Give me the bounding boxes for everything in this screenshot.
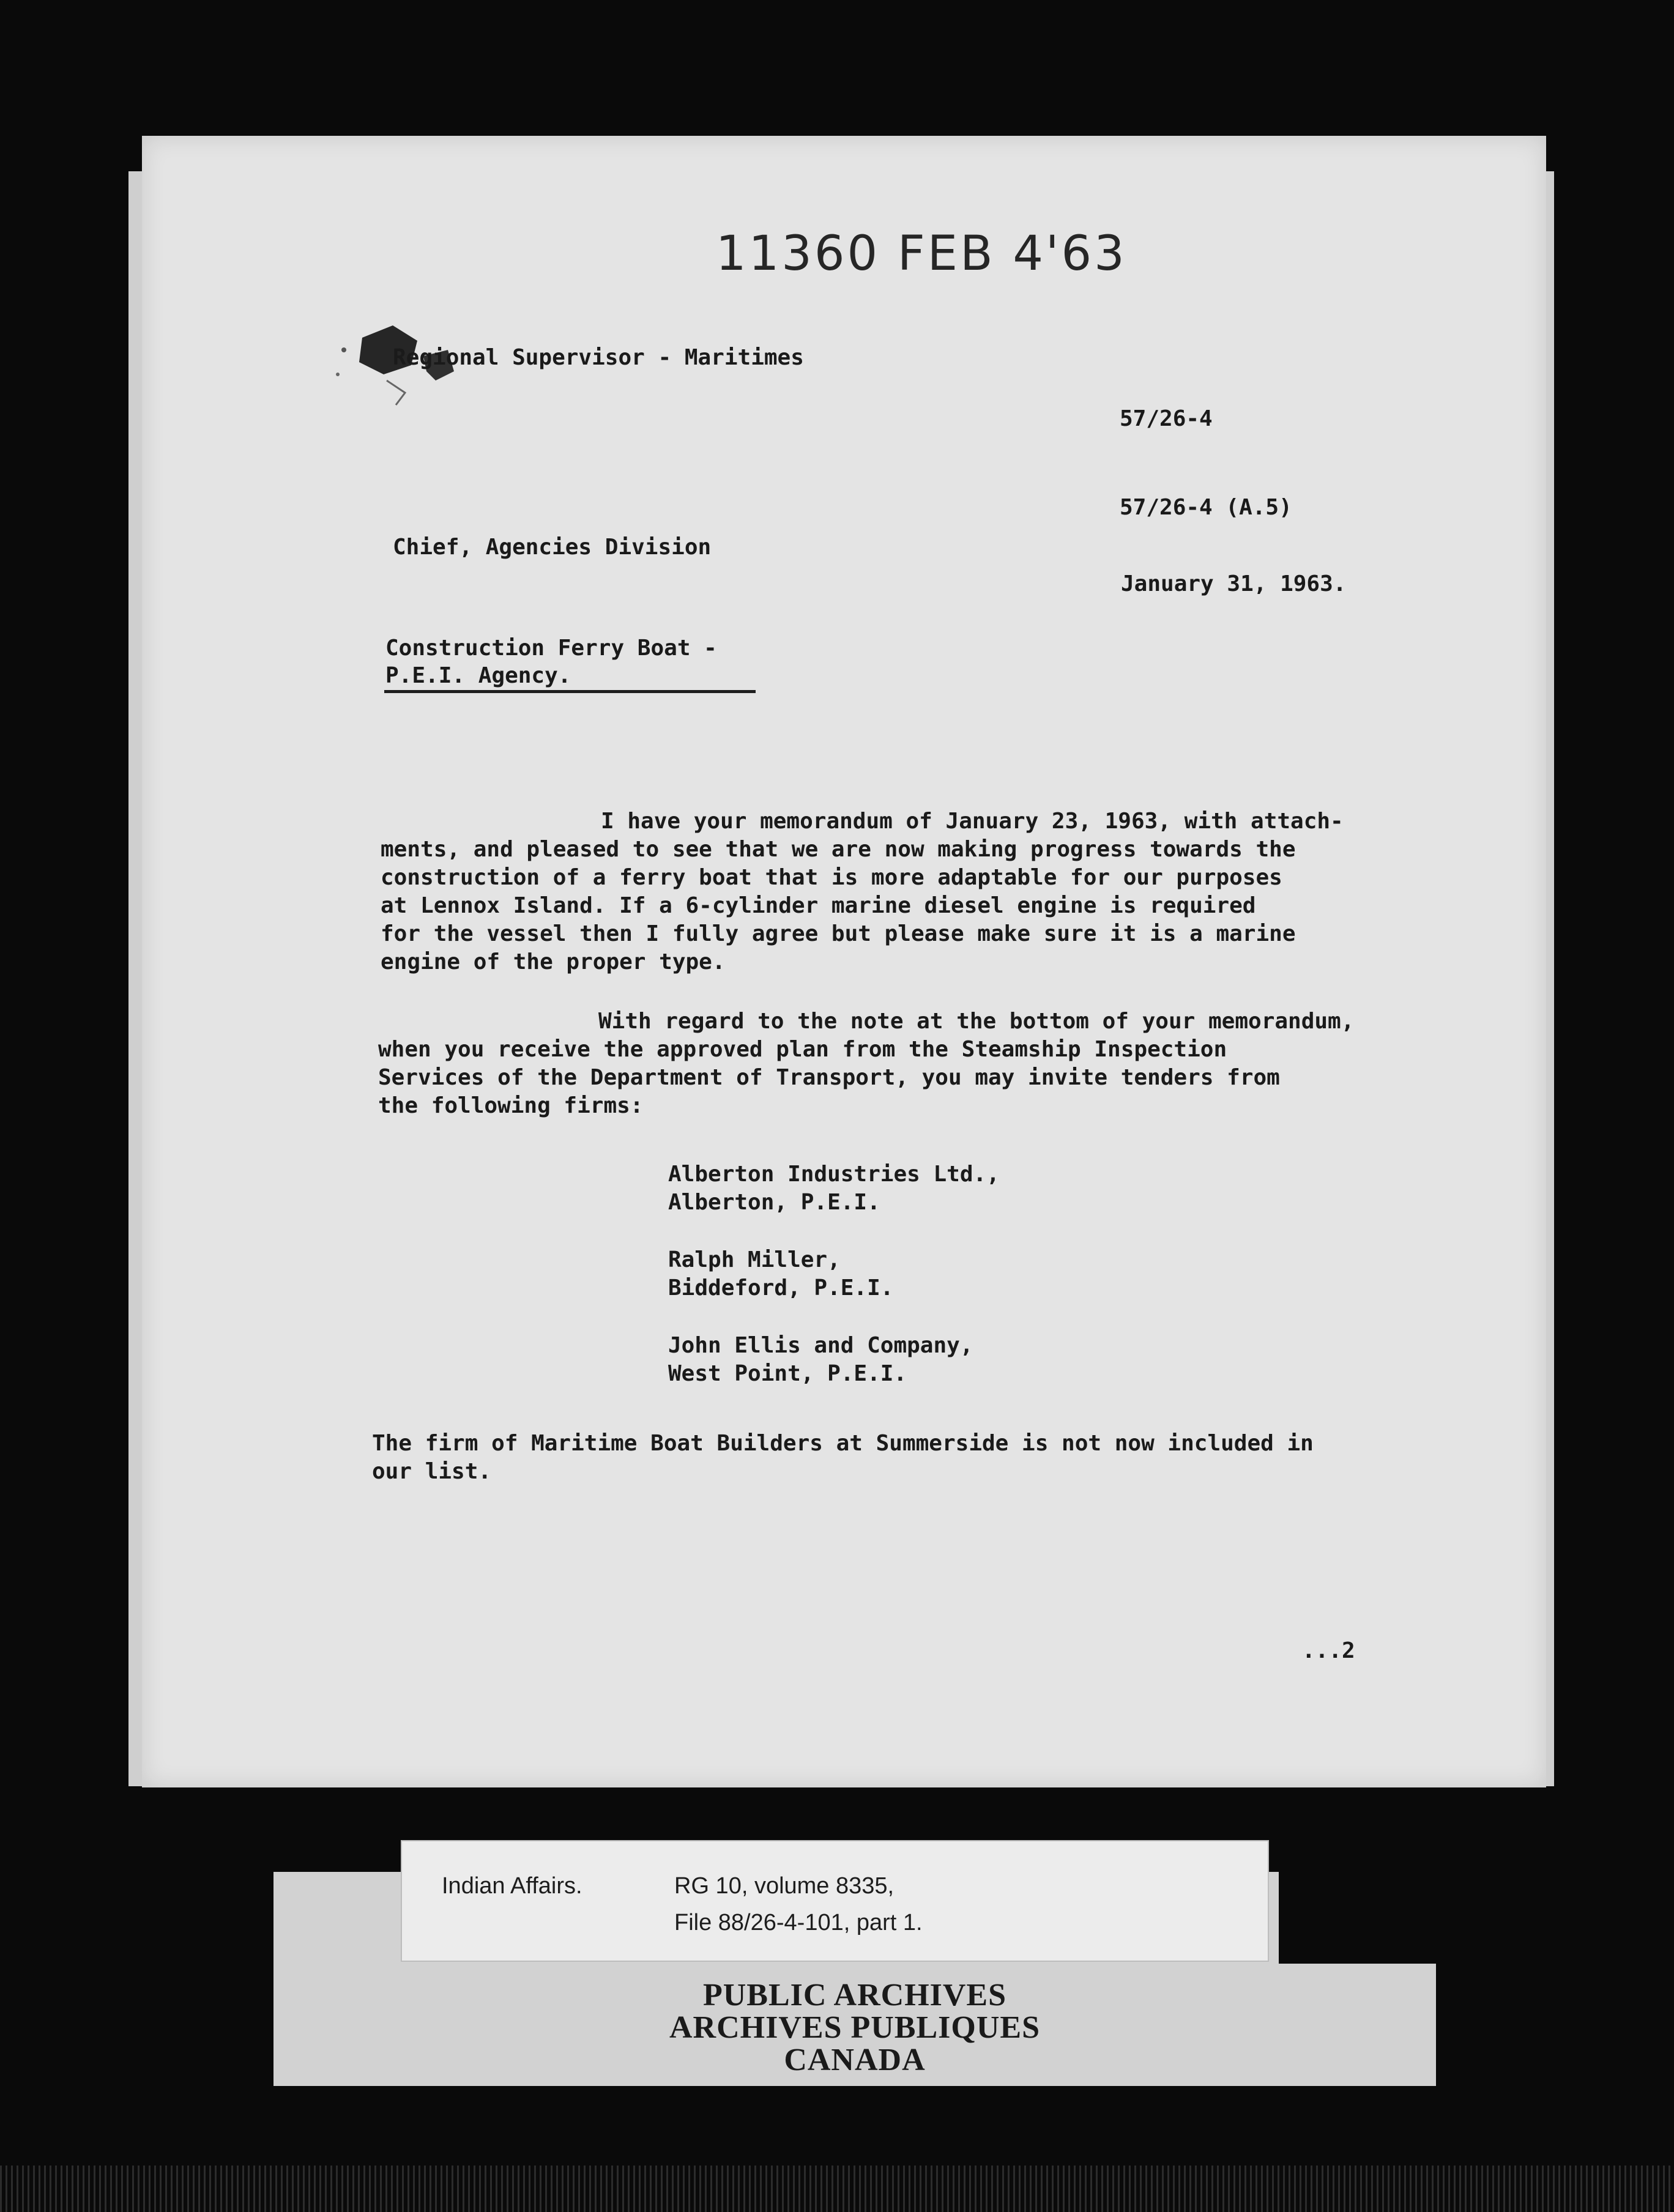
subject-line-1: Construction Ferry Boat - [385, 636, 717, 661]
paragraph-line: engine of the proper type. [381, 949, 726, 974]
paragraph-line: for the vessel then I fully agree but please make sure it is a marine [381, 921, 1296, 946]
paragraph-line: ments, and pleased to see that we are now making progress towards the [381, 837, 1296, 862]
firm-name: Alberton Industries Ltd., [668, 1162, 1000, 1187]
paragraph-1 [381, 807, 1543, 991]
archives-mark-line-3: CANADA [784, 2043, 926, 2077]
department-label: Indian Affairs. [442, 1873, 582, 1899]
paragraph-line: I have your memorandum of January 23, 1963, with attach- [601, 809, 1344, 834]
subject-line-2: P.E.I. Agency. [385, 663, 571, 688]
paragraph-2 [378, 1008, 1541, 1130]
header-from: Regional Supervisor - Maritimes [393, 345, 804, 370]
paragraph-line: the following firms: [378, 1093, 644, 1118]
paragraph-line: Services of the Department of Transport, you may invite tenders from [378, 1065, 1280, 1090]
film-edge [0, 2166, 1674, 2212]
firm-place: West Point, P.E.I. [668, 1361, 907, 1386]
paragraph-line: at Lennox Island. If a 6-cylinder marine diesel engine is required [381, 893, 1256, 918]
archives-mark-line-1: PUBLIC ARCHIVES [702, 1978, 1007, 2013]
archives-mark-line-2: ARCHIVES PUBLIQUES [669, 2010, 1041, 2045]
record-group-reference: RG 10, volume 8335, [674, 1873, 895, 1899]
paragraph-3 [372, 1430, 1534, 1491]
paragraph-line: With regard to the note at the bottom of your memorandum, [598, 1009, 1355, 1034]
label-card-notch [1279, 1872, 1436, 1964]
document-page [142, 136, 1546, 1787]
firm-place: Alberton, P.E.I. [668, 1190, 880, 1215]
firm-name: Ralph Miller, [668, 1247, 841, 1272]
file-reference: File 88/26-4-101, part 1. [674, 1910, 923, 1936]
subject-underline [384, 690, 756, 693]
header-to: Chief, Agencies Division [393, 535, 712, 560]
file-reference-1: 57/26-4 [1120, 406, 1213, 431]
memo-date: January 31, 1963. [1121, 571, 1347, 596]
paragraph-line: when you receive the approved plan from the Steamship Inspection [378, 1037, 1227, 1062]
paragraph-line: The firm of Maritime Boat Builders at Summerside is not now included in [372, 1431, 1314, 1456]
firm-place: Biddeford, P.E.I. [668, 1275, 894, 1301]
received-date-stamp: 11360 FEB 4'63 [716, 226, 1127, 281]
file-reference-2: 57/26-4 (A.5) [1120, 495, 1292, 520]
firm-name: John Ellis and Company, [668, 1333, 973, 1358]
archive-reference-label [401, 1840, 1269, 1962]
continuation-marker: ...2 [1302, 1638, 1355, 1663]
paragraph-line: construction of a ferry boat that is more adaptable for our purposes [381, 865, 1282, 890]
paragraph-line: our list. [372, 1459, 492, 1484]
